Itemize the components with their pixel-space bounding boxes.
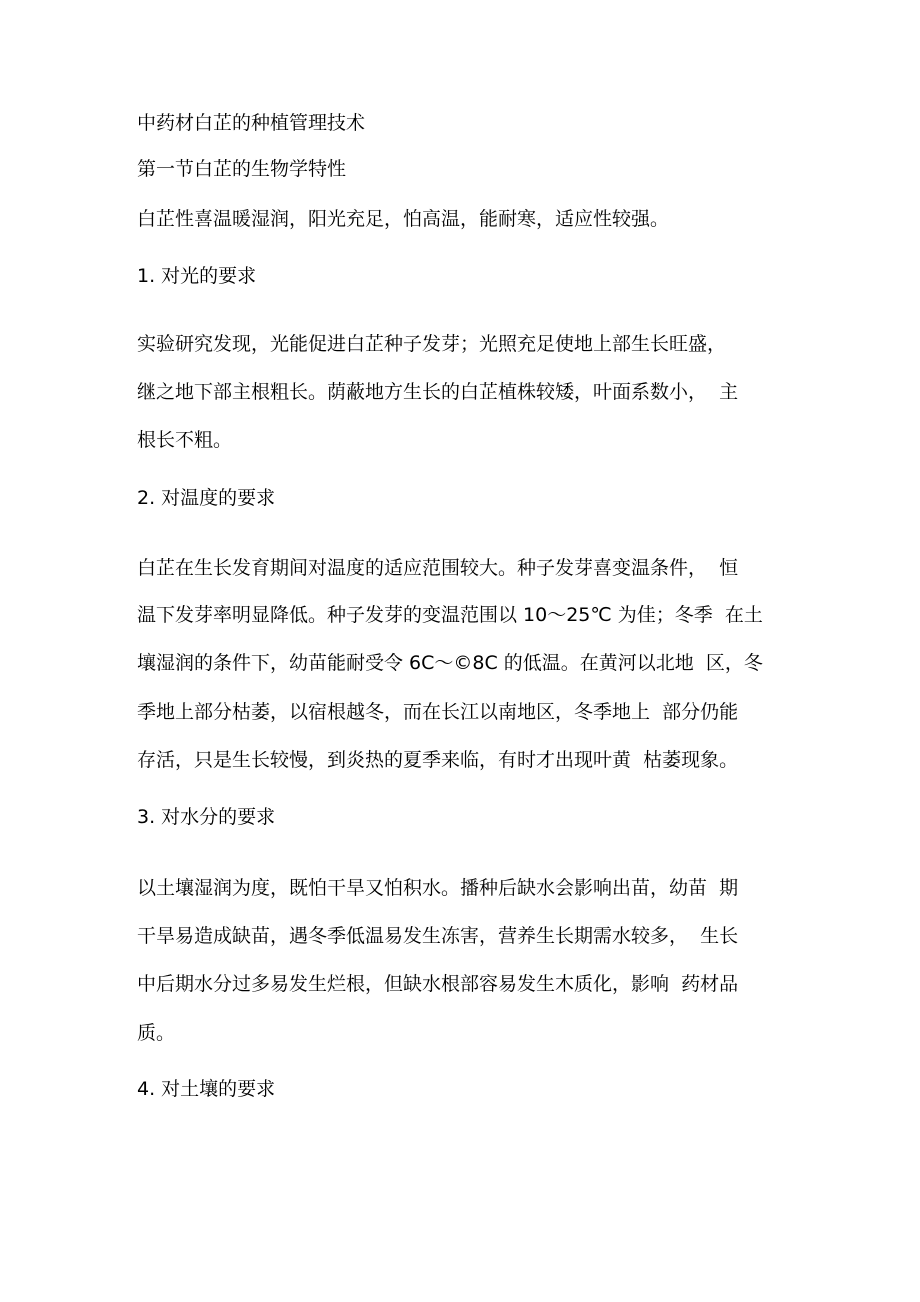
para-temperature-line-2: 温下发芽率明显降低。种子发芽的变温范围以 10〜25℃ 为佳；冬季 在土 (137, 604, 763, 626)
para-temperature-line-1: 白芷在生长发育期间对温度的适应范围较大。种子发芽喜变温条件， 恒 (137, 557, 739, 579)
heading-soil: 4. 对土壤的要求 (137, 1078, 276, 1100)
para-water-line-2: 干旱易造成缺苗，遇冬季低温易发生冻害，营养生长期需水较多， 生长 (137, 925, 739, 947)
heading-water: 3. 对水分的要求 (137, 806, 276, 828)
para-light-line-1: 实验研究发现，光能促进白芷种子发芽；光照充足使地上部生长旺盛， (137, 333, 727, 355)
para-light-line-2: 继之地下部主根粗长。荫蔽地方生长的白芷植株较矮，叶面系数小， 主 (137, 381, 739, 403)
para-water-line-4: 质。 (137, 1022, 176, 1044)
para-water-line-1: 以土壤湿润为度，既怕干旱又怕积水。播种后缺水会影响出苗，幼苗 期 (137, 877, 739, 899)
para-temperature-line-5: 存活，只是生长较慢，到炎热的夏季来临，有时才出现叶黄 枯萎现象。 (137, 749, 739, 771)
para-temperature-line-3: 壤湿润的条件下，幼苗能耐受令 6C〜©8C 的低温。在黄河以北地 区，冬 (137, 652, 763, 674)
para-temperature-line-4: 季地上部分枯萎，以宿根越冬，而在长江以南地区，冬季地上 部分仍能 (137, 701, 739, 723)
document-title: 中药材白芷的种植管理技术 (137, 112, 366, 134)
heading-temperature: 2. 对温度的要求 (137, 487, 276, 509)
para-light-line-3: 根长不粗。 (137, 429, 233, 451)
heading-light: 1. 对光的要求 (137, 265, 257, 287)
intro-paragraph: 白芷性喜温暖湿润，阳光充足，怕高温，能耐寒，适应性较强。 (137, 208, 670, 230)
para-water-line-3: 中后期水分过多易发生烂根，但缺水根部容易发生木质化，影响 药材品 (137, 973, 739, 995)
section-title: 第一节白芷的生物学特性 (137, 158, 347, 180)
